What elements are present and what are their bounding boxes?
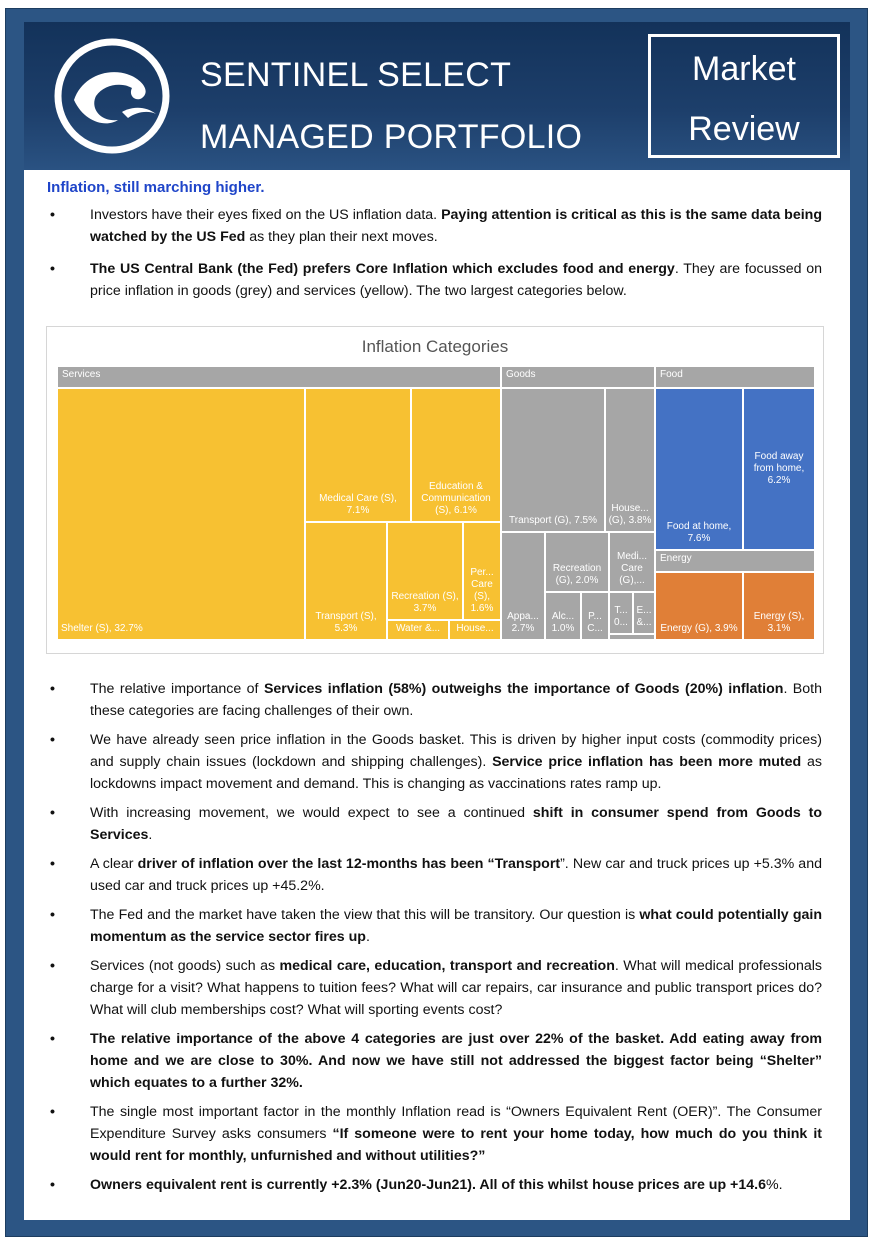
tile-energy-s: Energy (S), 3.1% — [743, 572, 815, 640]
bullet-list-bottom — [24, 678, 850, 1203]
tile-water-s: Water &... — [387, 620, 449, 640]
list-item: • Owners equivalent rent is currently +2.3% (Jun20-Jun21). All of this whilst house prices are up +14.6%. — [24, 1174, 850, 1196]
tile-medical-care-g: Medi... Care (G),... — [609, 532, 655, 592]
tile-shelter-s: Shelter (S), 32.7% — [57, 388, 305, 640]
bullet-icon: • — [50, 907, 55, 923]
badge-line-2: Review — [688, 110, 800, 148]
bullet-icon: • — [50, 207, 55, 223]
bullet-icon: • — [50, 261, 55, 277]
bullet-icon: • — [50, 805, 55, 821]
bullet-icon: • — [50, 681, 55, 697]
tile-tobacco-g: T... 0... — [609, 592, 633, 634]
tile-medical-care-s: Medical Care (S), 7.1% — [305, 388, 411, 522]
list-item: • With increasing movement, we would expect to see a continued shift in consumer spend from Goods to Services. — [24, 802, 850, 846]
tile-apparel-g: Appa... 2.7% — [501, 532, 545, 640]
group-header-food: Food — [655, 366, 815, 388]
list-item: • The Fed and the market have taken the view that this will be transitory. Our question is what could potentially gain momentum as the service sector fires up. — [24, 904, 850, 948]
tile-recreation-g: Recreation (G), 2.0% — [545, 532, 609, 592]
tile-energy-g: Energy (G), 3.9% — [655, 572, 743, 640]
sentinel-logo-icon — [52, 36, 172, 156]
brand-line-2: MANAGED PORTFOLIO — [200, 118, 583, 156]
list-item: • The relative importance of the above 4 categories are just over 22% of the basket. Add eating away from home and we are close to 30%. And now we have still not addressed the biggest factor being “Shelter” which equates to a further 32%. — [24, 1028, 850, 1094]
section-heading: Inflation, still marching higher. — [47, 179, 265, 196]
list-item: • Services (not goods) such as medical care, education, transport and recreation. What will medical professionals charge for a visit? What happens to tuition fees? What will car repairs, car insurance and public transport prices do? What will club memberships cost? What will sporting events cost? — [24, 955, 850, 1021]
tile-small-g — [609, 634, 655, 640]
tile-household-s: House... — [449, 620, 501, 640]
tile-transport-g: Transport (G), 7.5% — [501, 388, 605, 532]
list-item: • We have already seen price inflation in the Goods basket. This is driven by higher input costs (commodity prices) and supply chain issues (lockdown and shipping challenges). Service price inflation has been more muted as lockdowns impact movement and demand. This is changing as vaccinations rates ramp up. — [24, 729, 850, 795]
tile-recreation-s: Recreation (S), 3.7% — [387, 522, 463, 620]
list-item: • A clear driver of inflation over the last 12-months has been “Transport”. New car and truck prices up +5.3% and used car and truck prices up +45.2%. — [24, 853, 850, 897]
content-area — [24, 170, 850, 1220]
tile-food-at-home: Food at home, 7.6% — [655, 388, 743, 550]
tile-transport-s: Transport (S), 5.3% — [305, 522, 387, 640]
bullet-icon: • — [50, 958, 55, 974]
list-item: • The relative importance of Services inflation (58%) outweighs the importance of Goods (20%) inflation. Both these categories are facing challenges of their own. — [24, 678, 850, 722]
tile-education-g: E... &... — [633, 592, 655, 634]
brand-line-1: SENTINEL SELECT — [200, 56, 512, 94]
group-header-goods: Goods — [501, 366, 655, 388]
bullet-icon: • — [50, 732, 55, 748]
list-item: • The US Central Bank (the Fed) prefers Core Inflation which excludes food and energy. They are focussed on price inflation in goods (grey) and services (yellow). The two largest categories below. — [24, 258, 850, 302]
list-item: • The single most important factor in the monthly Inflation read is “Owners Equivalent Rent (OER)”. The Consumer Expenditure Survey asks consumers “If someone were to rent your home today, how much do you think it would rent for monthly, unfurnished and without utilities?” — [24, 1101, 850, 1167]
bullet-icon: • — [50, 1104, 55, 1120]
brand-title — [200, 44, 582, 168]
bullet-icon: • — [50, 856, 55, 872]
tile-food-away-from-home: Food away from home, 6.2% — [743, 388, 815, 550]
list-item: • Investors have their eyes fixed on the US inflation data. Paying attention is critical as this is the same data being watched by the US Fed as they plan their next moves. — [24, 204, 850, 248]
header-banner — [24, 22, 850, 170]
group-header-energy: Energy — [655, 550, 815, 572]
tile-household-g: House... (G), 3.8% — [605, 388, 655, 532]
badge-line-1: Market — [692, 50, 796, 88]
inflation-treemap-chart — [46, 326, 824, 654]
tile-alcohol-g: Alc... 1.0% — [545, 592, 581, 640]
group-header-services: Services — [57, 366, 501, 388]
tile-education-communication-s: Education & Communication (S), 6.1% — [411, 388, 501, 522]
chart-title: Inflation Categories — [361, 337, 509, 356]
bullet-icon: • — [50, 1177, 55, 1193]
tile-personal-care-g: P... C... — [581, 592, 609, 640]
tile-personal-care-s: Per... Care (S), 1.6% — [463, 522, 501, 620]
market-review-badge — [648, 34, 840, 158]
bullet-list-top — [24, 204, 850, 312]
bullet-icon: • — [50, 1031, 55, 1047]
